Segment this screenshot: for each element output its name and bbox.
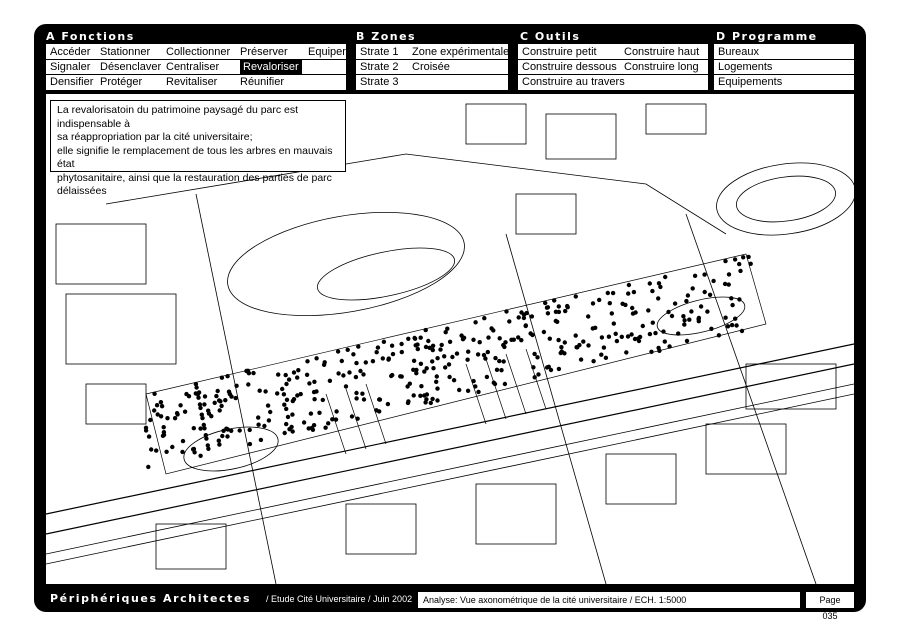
fonctions-item[interactable]: Revitaliser — [166, 76, 218, 88]
fonctions-item[interactable]: Désenclaver — [100, 61, 162, 73]
section-a-title: A Fonctions — [46, 30, 135, 43]
callout-line: elle signifie le remplacement de tous les arbres en mauvais état — [57, 144, 333, 170]
fonctions-item[interactable]: Protéger — [100, 76, 143, 88]
footer-subtitle: / Etude Cité Universitaire / Juin 2002 — [266, 594, 413, 604]
outils-item[interactable]: Construire haut — [624, 46, 700, 58]
fonctions-panel — [46, 44, 346, 90]
zones-item[interactable]: Strate 2 — [360, 61, 399, 73]
outils-item[interactable]: Construire au travers — [522, 76, 625, 88]
fonctions-item[interactable]: Préserver — [240, 46, 288, 58]
callout-line: sa réappropriation par la cité universitaire; — [57, 131, 253, 143]
fonctions-item[interactable]: Densifier — [50, 76, 94, 88]
fonctions-item[interactable]: Accéder — [50, 46, 91, 58]
fonctions-item[interactable]: Equiper — [308, 46, 346, 58]
callout-line: phytosanitaire, ainsi que la restauration des parties de parc — [57, 171, 332, 184]
zones-item[interactable]: Strate 3 — [360, 76, 399, 88]
outils-item[interactable]: Construire petit — [522, 46, 597, 58]
section-d-title: D Programme — [716, 30, 818, 43]
zones-item[interactable]: Strate 1 — [360, 46, 399, 58]
fonctions-item[interactable]: Centraliser — [166, 61, 220, 73]
section-c-title: C Outils — [520, 30, 581, 43]
programme-item[interactable]: Bureaux — [718, 46, 759, 58]
programme-item[interactable]: Equipements — [718, 76, 783, 88]
outils-item[interactable]: Construire dessous — [522, 61, 617, 73]
callout-note — [50, 100, 346, 197]
programme-item[interactable]: Logements — [718, 61, 773, 73]
zones-panel — [356, 44, 508, 90]
fonctions-item[interactable]: Réunifier — [240, 76, 285, 88]
footer-brand: Périphériques Architectes — [50, 592, 252, 605]
fonctions-item[interactable]: Revaloriser — [240, 60, 302, 74]
callout-line: La revalorisatoin du patrimoine paysagé du parc est indispensable à — [57, 104, 299, 130]
fonctions-item[interactable]: Stationner — [100, 46, 151, 58]
zones-item[interactable]: Croisée — [412, 61, 450, 73]
programme-panel — [714, 44, 854, 90]
outils-panel — [518, 44, 708, 90]
fonctions-item[interactable]: Signaler — [50, 61, 91, 73]
section-b-title: B Zones — [356, 30, 417, 43]
zones-item[interactable]: Zone expérimentale — [412, 46, 510, 58]
footer-page-number: Page 035 — [806, 592, 854, 608]
callout-line: délaissées — [57, 185, 107, 197]
outils-item[interactable]: Construire long — [624, 61, 699, 73]
fonctions-item[interactable]: Collectionner — [166, 46, 231, 58]
footer-analysis: Analyse: Vue axonométrique de la cité universitaire / ECH. 1:5000 — [418, 592, 800, 608]
